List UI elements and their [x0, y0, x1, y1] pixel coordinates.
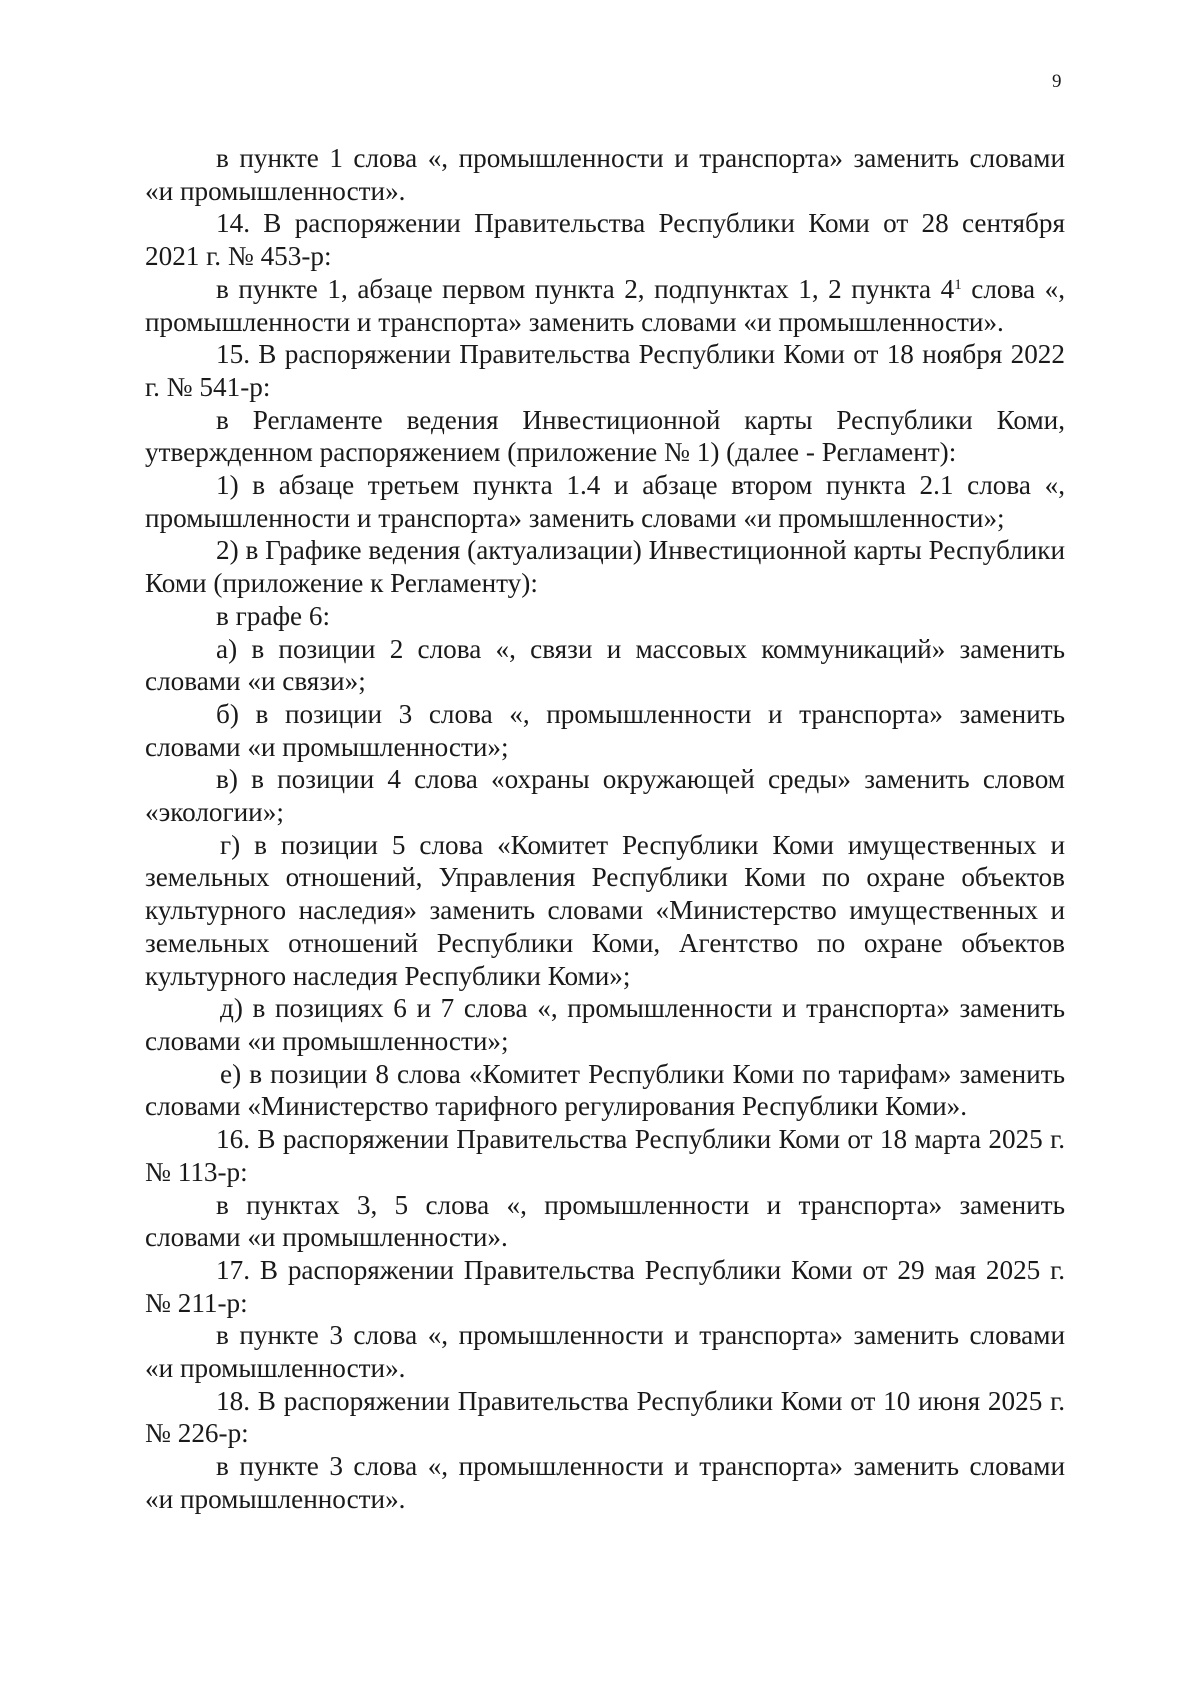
paragraph: а) в позиции 2 слова «, связи и массовых коммуникаций» заменить словами «и связи»; [145, 633, 1065, 697]
paragraph: в пункте 3 слова «, промышленности и транспорта» заменить словами «и промышленности». [145, 1451, 1065, 1514]
paragraph: в) в позиции 4 слова «охраны окружающей среды» заменить словом «экологии»; [145, 764, 1065, 828]
paragraph: в пунктах 3, 5 слова «, промышленности и транспорта» заменить словами «и промышленности». [145, 1189, 1065, 1253]
paragraph: в Регламенте ведения Инвестиционной карты Республики Коми, утвержденном распоряжением (приложение № 1) (далее - Регламент): [145, 404, 1065, 468]
document-body [145, 142, 1065, 1516]
paragraph: б) в позиции 3 слова «, промышленности и транспорта» заменить словами «и промышленности»; [145, 698, 1065, 762]
paragraph: 14. В распоряжении Правительства Республики Коми от 28 сентября 2021 г. № 453-р: [145, 208, 1065, 272]
paragraph: 16. В распоряжении Правительства Республики Коми от 18 марта 2025 г. № 113-р: [145, 1124, 1065, 1187]
paragraph: 2) в Графике ведения (актуализации) Инвестиционной карты Республики Коми (приложение к Регламенту): [145, 535, 1065, 599]
paragraph-text: в пункте 1, абзаце первом пункта 2, подпунктах 1, 2 пункта 4 [216, 273, 955, 304]
paragraph: 1) в абзаце третьем пункта 1.4 и абзаце втором пункта 2.1 слова «, промышленности и транспорта» заменить словами «и промышленности»; [145, 470, 1065, 533]
page-number: 9 [1052, 71, 1062, 92]
paragraph: 18. В распоряжении Правительства Республики Коми от 10 июня 2025 г. № 226-р: [145, 1385, 1065, 1449]
paragraph: г) в позиции 5 слова «Комитет Республики Коми имущественных и земельных отношений, Управления Республики Коми по охране объектов культурного наследия» заменить словами «Министерство имущественных и земельных отношений Республики Коми, Агентство по охране объектов культурного наследия Республики Коми»; [145, 829, 1065, 991]
paragraph: в графе 6: [216, 600, 331, 631]
superscript: 1 [954, 276, 962, 293]
paragraph: е) в позиции 8 слова «Комитет Республики Коми по тарифам» заменить словами «Министерство тарифного регулирования Республики Коми». [145, 1058, 1065, 1122]
paragraph-text: слова «, промышленности и транспорта» заменить словами «и промышленности». [145, 273, 1065, 337]
paragraph [145, 273, 1065, 338]
paragraph: д) в позициях 6 и 7 слова «, промышленности и транспорта» заменить словами «и промышленности»; [145, 993, 1065, 1056]
paragraph: 15. В распоряжении Правительства Республики Коми от 18 ноября 2022 г. № 541-р: [145, 339, 1065, 402]
paragraph: в пункте 1 слова «, промышленности и транспорта» заменить словами «и промышленности». [145, 143, 1065, 206]
paragraph: 17. В распоряжении Правительства Республики Коми от 29 мая 2025 г. № 211-р: [145, 1254, 1065, 1318]
paragraph: в пункте 3 слова «, промышленности и транспорта» заменить словами «и промышленности». [145, 1320, 1065, 1384]
